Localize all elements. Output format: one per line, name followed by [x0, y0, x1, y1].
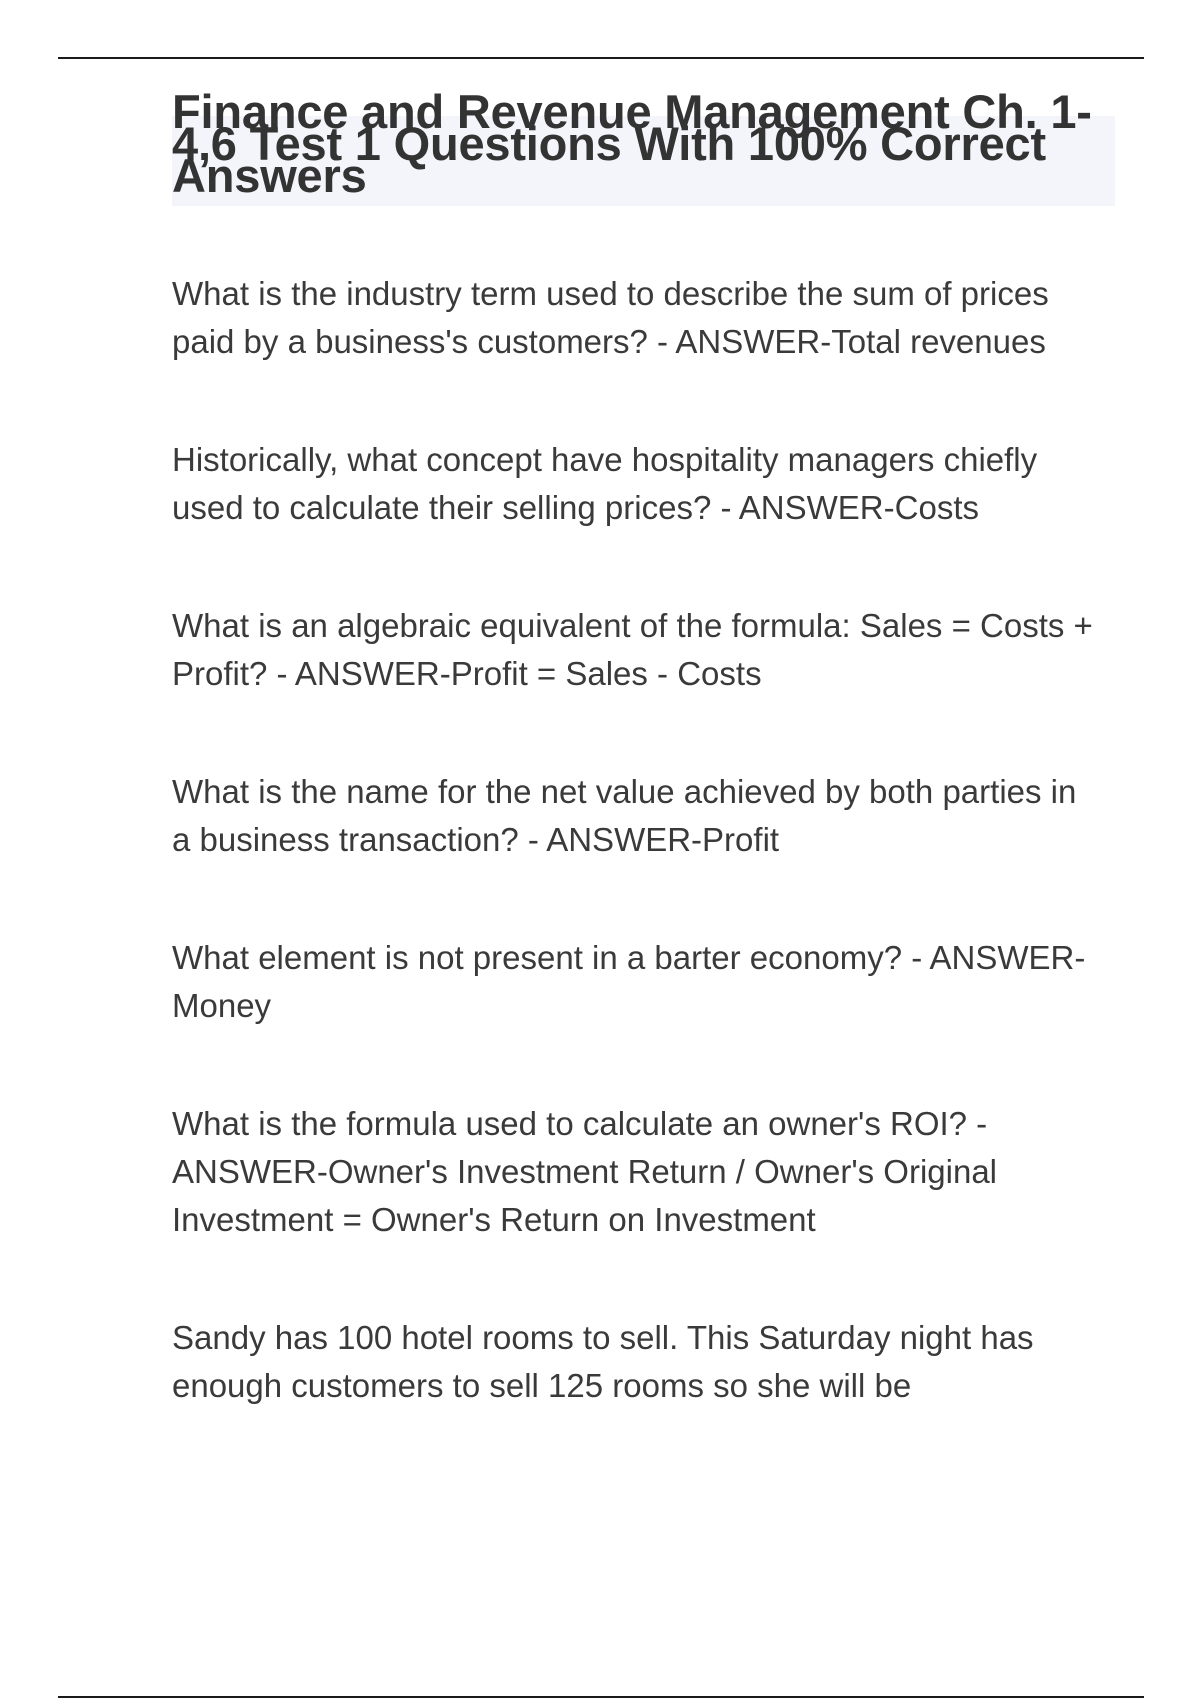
question-item: What is an algebraic equivalent of the formula: Sales = Costs + Profit? - ANSWER-Profit = Sales - Costs	[172, 607, 1093, 692]
question-item: What is the formula used to calculate an owner's ROI? - ANSWER-Owner's Investment Return / Owner's Original Investment = Owner's Return on Investment	[172, 1105, 997, 1238]
question-item: Sandy has 100 hotel rooms to sell. This Saturday night has enough customers to sell 125 rooms so she will be	[172, 1319, 1034, 1404]
question-list	[172, 270, 1102, 1410]
question-item: What is the name for the net value achieved by both parties in a business transaction? - ANSWER-Profit	[172, 773, 1077, 858]
question-item: Historically, what concept have hospitality managers chiefly used to calculate their selling prices? - ANSWER-Costs	[172, 441, 1038, 526]
bottom-rule	[58, 1696, 1144, 1698]
top-rule	[58, 57, 1144, 59]
question-item: What element is not present in a barter economy? - ANSWER-Money	[172, 939, 1086, 1024]
document-title: Finance and Revenue Management Ch. 1-4,6 Test 1 Questions With 100% Correct Answers	[172, 85, 1092, 202]
question-item: What is the industry term used to describe the sum of prices paid by a business's customers? - ANSWER-Total revenues	[172, 275, 1049, 360]
